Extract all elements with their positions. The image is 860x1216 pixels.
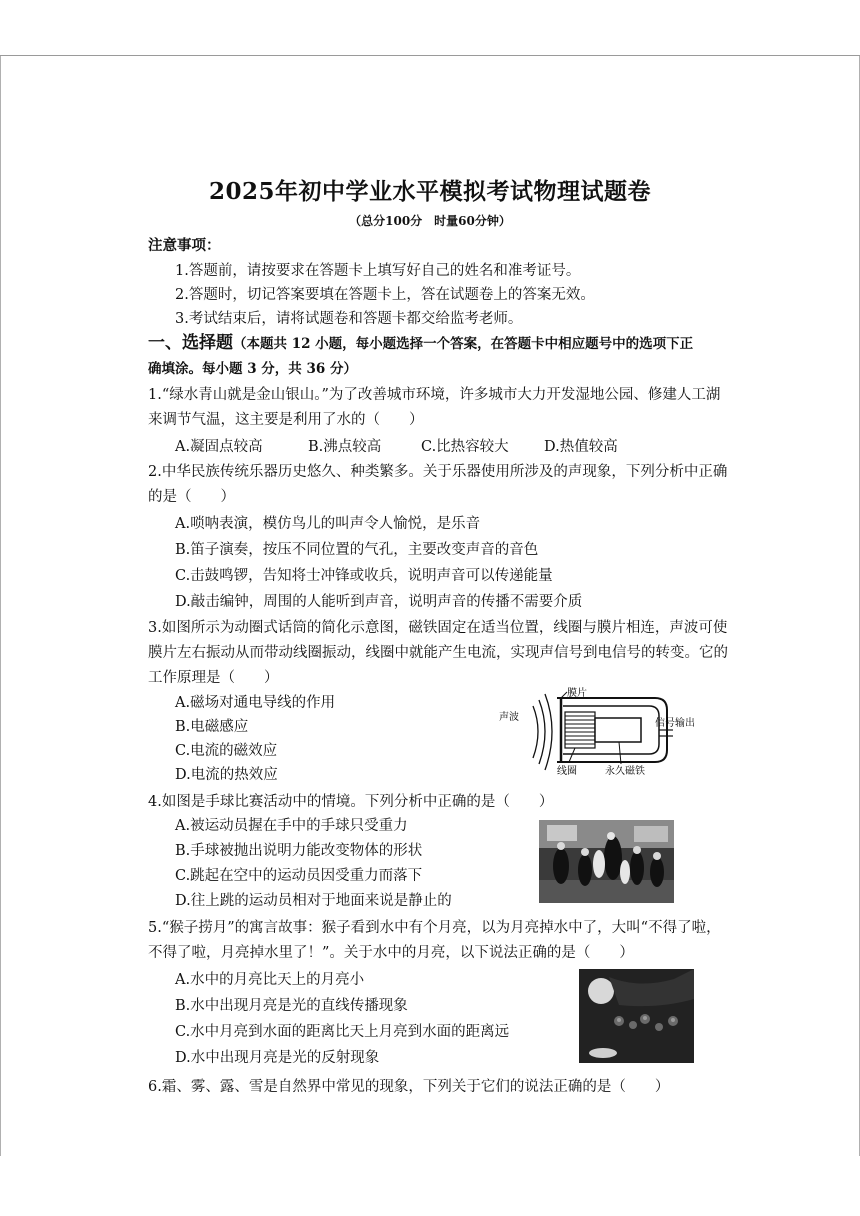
question-3-stem: 3.如图所示为动圈式话筒的简化示意图，磁铁固定在适当位置，线圈与膜片相连，声波可使 — [148, 620, 728, 636]
question-5-option: B.水中出现月亮是光的直线传播现象 — [175, 998, 408, 1014]
question-2-option: B.笛子演奏，按压不同位置的气孔，主要改变声音的音色 — [175, 542, 539, 558]
label-signal-out: 信号输出 — [655, 718, 695, 729]
section-header — [148, 333, 693, 354]
label-membrane: 膜片 — [567, 688, 587, 699]
section-note: （本题共 12 小题，每小题选择一个答案，在答题卡中相应题号中的选项下正 — [233, 336, 694, 352]
question-1-option: A.凝固点较高 — [175, 439, 263, 455]
question-6-stem: 6.霜、雾、露、雪是自然界中常见的现象，下列关于它们的说法正确的是（ ） — [148, 1079, 670, 1095]
question-4-option: B.手球被抛出说明力能改变物体的形状 — [175, 843, 423, 859]
question-3-option: C.电流的磁效应 — [175, 743, 278, 759]
exam-subtitle: （总分100分 时量60分钟） — [349, 214, 511, 228]
monkey-moon-photo — [579, 969, 694, 1063]
question-5-option: A.水中的月亮比天上的月亮小 — [175, 972, 365, 988]
question-2-stem: 的是（ ） — [148, 489, 235, 505]
question-3-option: B.电磁感应 — [175, 719, 249, 735]
question-5-stem: 5.“猴子捞月”的寓言故事：猴子看到水中有个月亮，以为月亮掉水中了，大叫“不得了啦， — [148, 920, 721, 936]
notice-heading: 注意事项： — [148, 237, 221, 254]
question-3-stem: 工作原理是（ ） — [148, 670, 279, 686]
notice-item: 3.考试结束后，请将试题卷和答题卡都交给监考老师。 — [175, 311, 523, 327]
notice-item: 2.答题时，切记答案要填在答题卡上，答在试题卷上的答案无效。 — [175, 287, 595, 303]
question-1-option: C.比热容较大 — [421, 439, 509, 455]
label-sound-wave: 声波 — [499, 712, 519, 723]
exam-title: 2025年初中学业水平模拟考试物理试题卷 — [208, 178, 651, 205]
label-coil: 线圈 — [557, 766, 577, 776]
question-2-option: A.唢呐表演，模仿鸟儿的叫声令人愉悦，是乐音 — [175, 516, 481, 532]
coil — [565, 712, 595, 748]
question-4-option: D.往上跳的运动员相对于地面来说是静止的 — [175, 893, 452, 909]
question-4-option: A.被运动员握在手中的手球只受重力 — [175, 818, 408, 834]
label-magnet: 永久磁铁 — [605, 766, 645, 776]
question-5-option: D.水中出现月亮是光的反射现象 — [175, 1050, 380, 1066]
microphone-diagram — [495, 686, 725, 776]
notice-item: 1.答题前，请按要求在答题卡上填写好自己的姓名和准考证号。 — [175, 263, 581, 279]
question-3-option: A.磁场对通电导线的作用 — [175, 695, 336, 711]
question-1-option: B.沸点较高 — [308, 439, 382, 455]
question-1-stem: 来调节气温，这主要是利用了水的（ ） — [148, 412, 424, 428]
question-3-option: D.电流的热效应 — [175, 767, 278, 783]
sound-wave-arc — [539, 700, 545, 764]
section-note: 确填涂。每小题 3 分，共 36 分） — [148, 361, 357, 377]
question-1-stem: 1.“绿水青山就是金山银山。”为了改善城市环境，许多城市大力开发湿地公园、修建人工湖 — [148, 387, 721, 403]
question-5-option: C.水中月亮到水面的距离比天上月亮到水面的距离远 — [175, 1024, 510, 1040]
sound-wave-arc — [545, 694, 552, 770]
sound-wave-arc — [533, 706, 538, 758]
section-title: 一、选择题 — [148, 333, 233, 353]
question-2-stem: 2.中华民族传统乐器历史悠久、种类繁多。关于乐器使用所涉及的声现象，下列分析中正确 — [148, 464, 728, 480]
question-4-option: C.跳起在空中的运动员因受重力而落下 — [175, 868, 423, 884]
question-4-stem: 4.如图是手球比赛活动中的情境。下列分析中正确的是（ ） — [148, 794, 554, 810]
question-3-stem: 膜片左右振动从而带动线圈振动，线圈中就能产生电流，实现声信号到电信号的转变。它的 — [148, 645, 728, 661]
handball-photo — [539, 820, 674, 903]
permanent-magnet — [595, 718, 641, 742]
question-5-stem: 不得了啦，月亮掉水里了！”。关于水中的月亮，以下说法正确的是（ ） — [148, 945, 634, 961]
question-1-option: D.热值较高 — [544, 439, 618, 455]
question-2-option: C.击鼓鸣锣，告知将士冲锋或收兵，说明声音可以传递能量 — [175, 568, 553, 584]
question-2-option: D.敲击编钟，周围的人能听到声音，说明声音的传播不需要介质 — [175, 594, 583, 610]
